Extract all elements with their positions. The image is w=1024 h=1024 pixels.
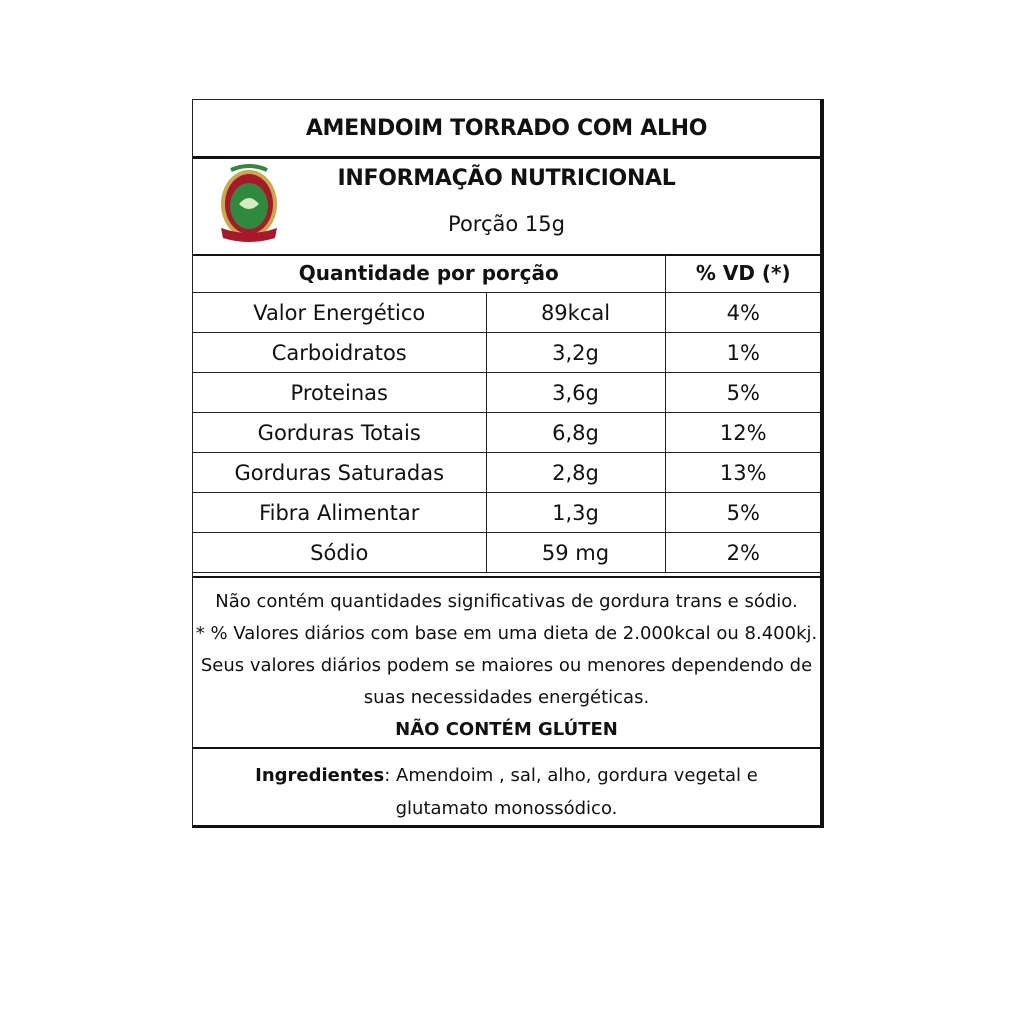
- nutrient-amount: 89kcal: [486, 293, 665, 333]
- footnote-variation: Seus valores diários podem se maiores ou menores dependendo de: [200, 655, 813, 676]
- table-header-row: [193, 254, 821, 293]
- table-row: [193, 373, 821, 413]
- gluten-statement: NÃO CONTÉM GLÚTEN: [395, 719, 618, 740]
- table-row: [193, 413, 821, 453]
- nutrient-name: Proteinas: [193, 373, 486, 413]
- nutrient-amount: 6,8g: [486, 413, 665, 453]
- nutrition-label: [192, 99, 824, 828]
- nutrient-vd: 12%: [665, 413, 821, 453]
- nutrient-amount: 3,2g: [486, 333, 665, 373]
- nutrient-vd: 5%: [665, 373, 821, 413]
- column-header-quantity: Quantidade por porção: [193, 254, 665, 293]
- nutrient-name: Gorduras Totais: [193, 413, 486, 453]
- nutrient-amount: 59 mg: [486, 533, 665, 573]
- nutrient-name: Gorduras Saturadas: [193, 453, 486, 493]
- nutrition-table: [193, 254, 821, 573]
- ingredients: [193, 749, 820, 825]
- table-row: [193, 293, 821, 333]
- product-title: AMENDOIM TORRADO COM ALHO: [193, 100, 820, 159]
- nutrient-name: Valor Energético: [193, 293, 486, 333]
- nutrient-vd: 2%: [665, 533, 821, 573]
- footnotes: [193, 576, 820, 749]
- nutrition-header: [193, 156, 820, 256]
- ingredients-text: : Amendoim , sal, alho, gordura vegetal e glutamato monossódico.: [384, 765, 758, 819]
- nutrient-name: Fibra Alimentar: [193, 493, 486, 533]
- ingredients-label: Ingredientes: [255, 765, 385, 786]
- table-row: [193, 333, 821, 373]
- table-row: [193, 453, 821, 493]
- nutrient-vd: 1%: [665, 333, 821, 373]
- footnote-trans-fat: Não contém quantidades significativas de gordura trans e sódio.: [215, 591, 798, 612]
- nutrient-amount: 3,6g: [486, 373, 665, 413]
- nutrient-vd: 4%: [665, 293, 821, 333]
- column-header-vd: % VD (*): [665, 254, 821, 293]
- table-row: [193, 533, 821, 573]
- nutrient-vd: 13%: [665, 453, 821, 493]
- nutrient-amount: 2,8g: [486, 453, 665, 493]
- nutrient-name: Carboidratos: [193, 333, 486, 373]
- portion-size: Porção 15g: [448, 212, 565, 236]
- table-row: [193, 493, 821, 533]
- nutrition-info-title: INFORMAÇÃO NUTRICIONAL: [337, 166, 676, 191]
- footnote-daily-values: * % Valores diários com base em uma dieta de 2.000kcal ou 8.400kj.: [195, 623, 818, 644]
- footnote-energy-needs: suas necessidades energéticas.: [363, 687, 650, 708]
- nutrient-vd: 5%: [665, 493, 821, 533]
- nutrient-amount: 1,3g: [486, 493, 665, 533]
- nutrient-name: Sódio: [193, 533, 486, 573]
